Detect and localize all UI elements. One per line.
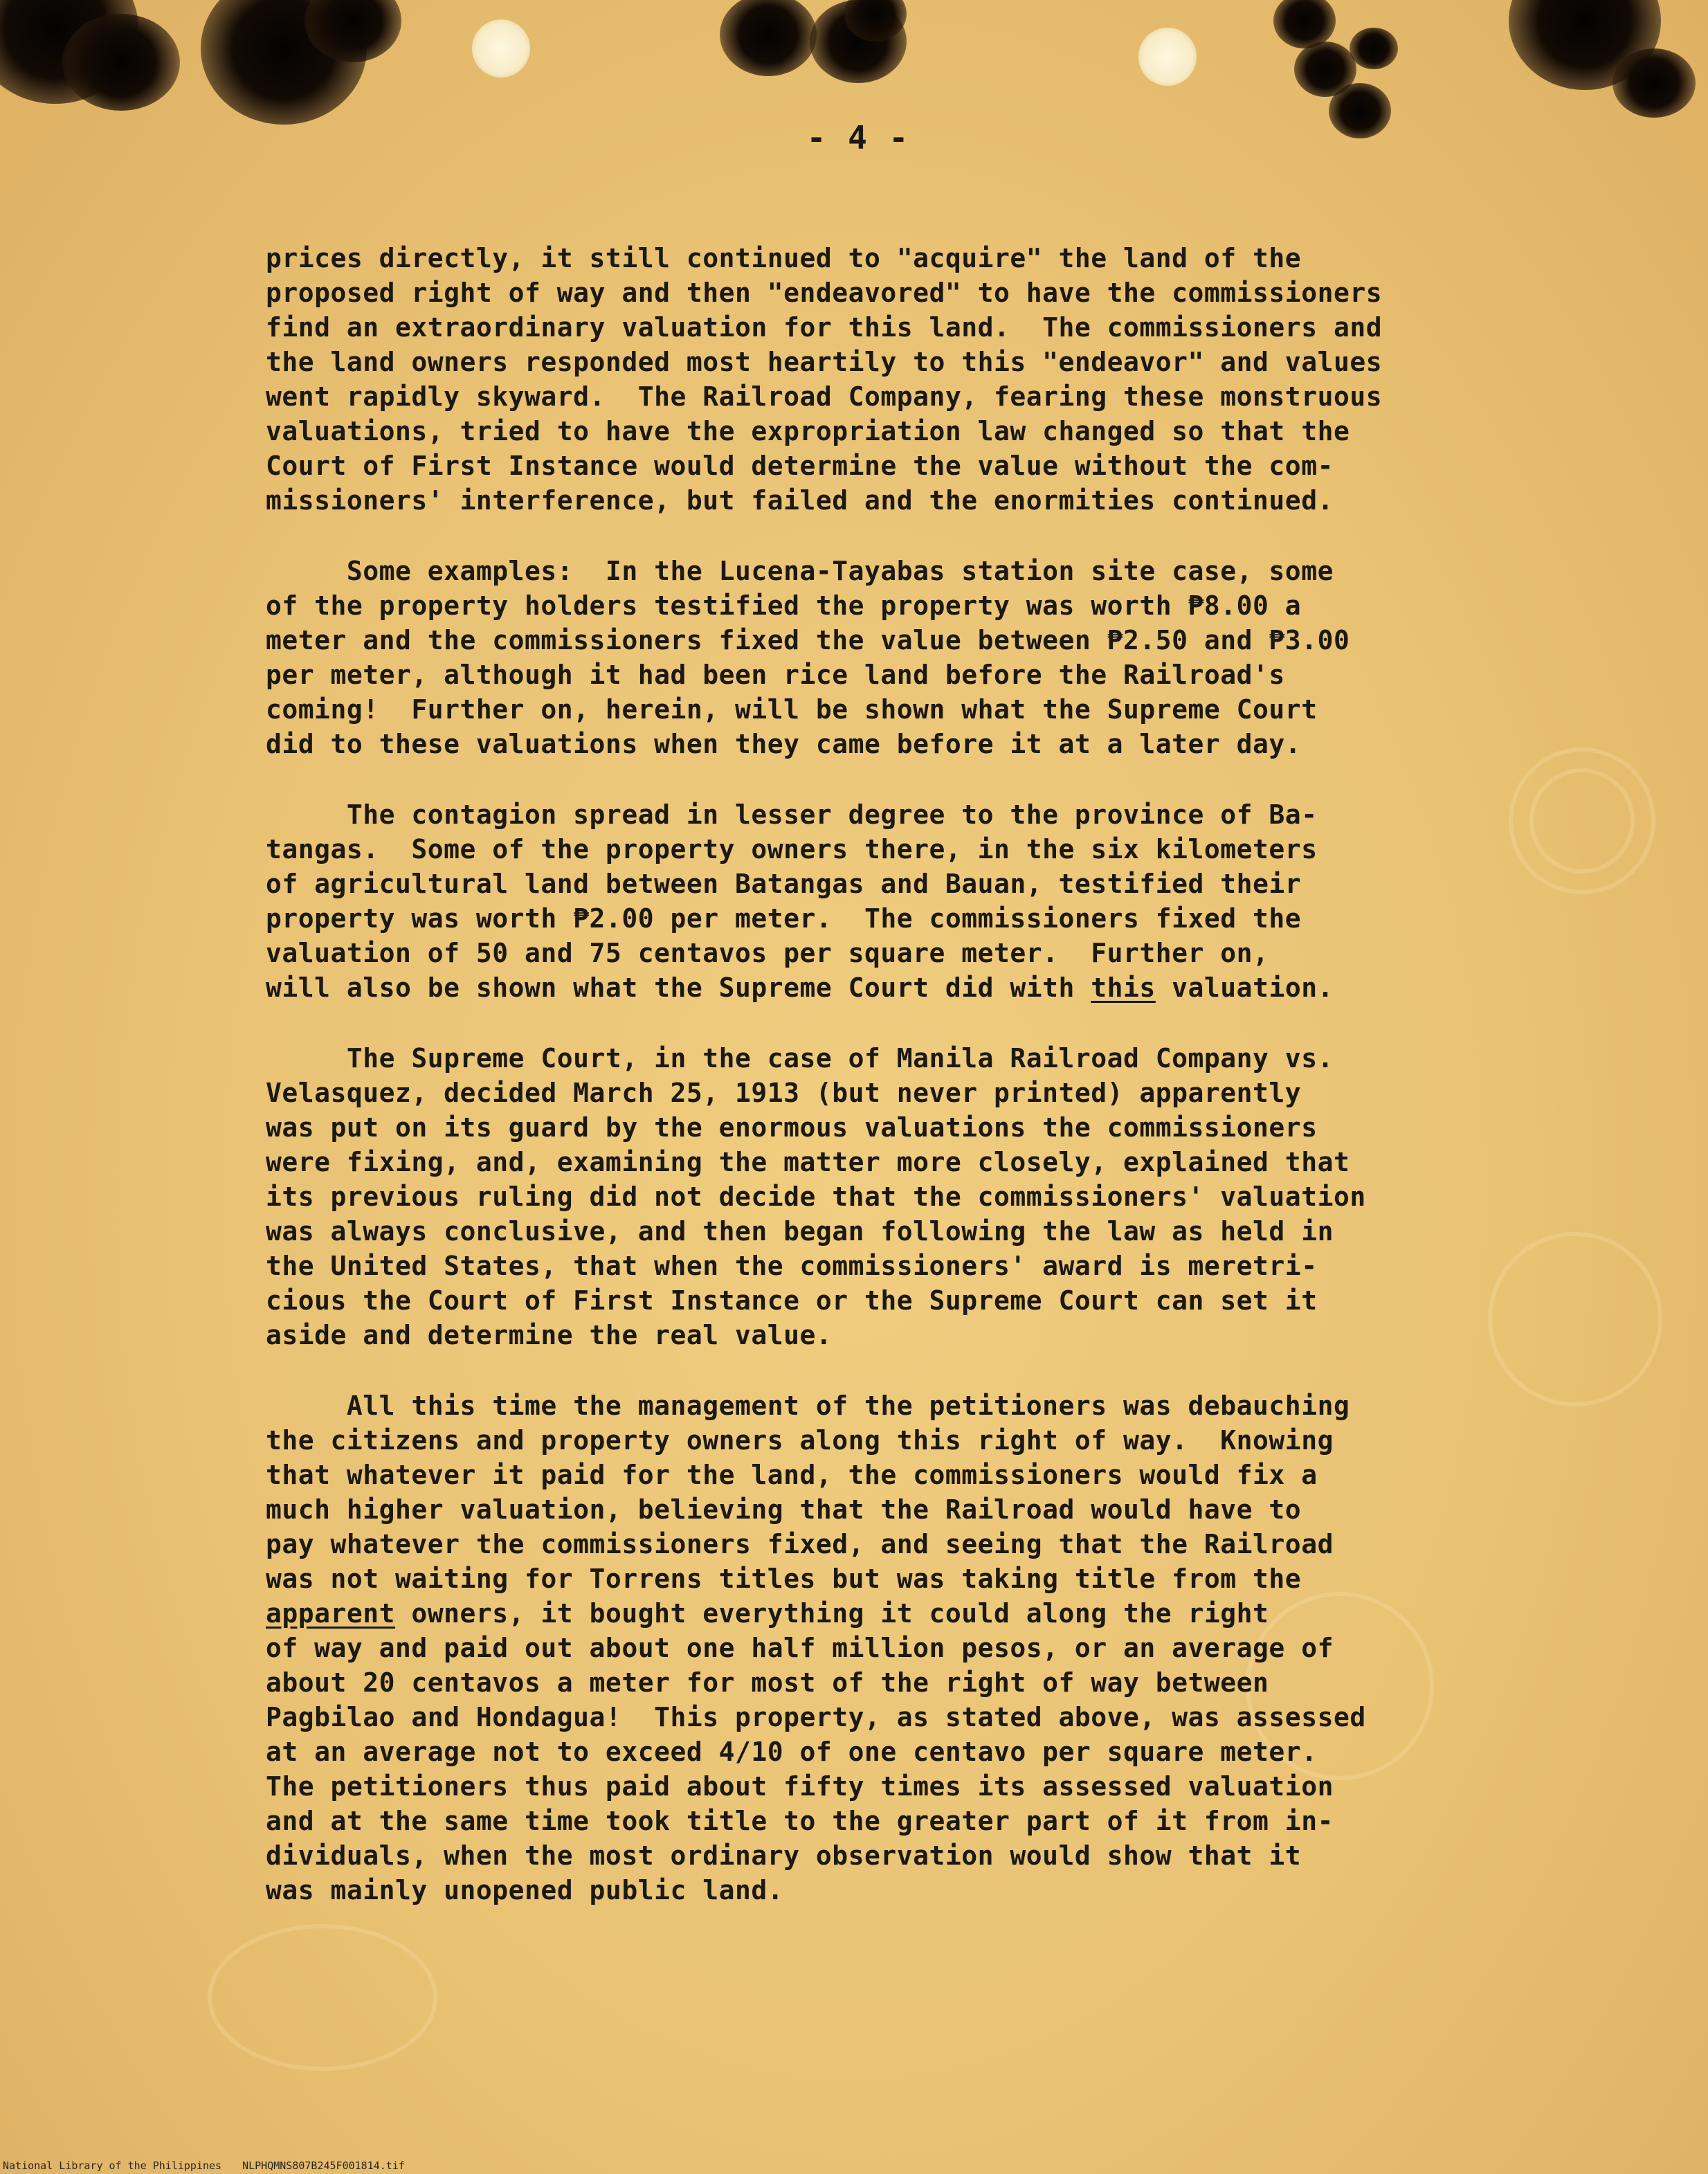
paper-texture-swirl	[208, 1924, 437, 2071]
text-line: the land owners responded most heartily to this "endeavor" and values	[266, 347, 1383, 377]
text-line: Some examples: In the Lucena-Tayabas station site case, some	[266, 556, 1334, 586]
text-line: was always conclusive, and then began following the law as held in	[266, 1216, 1334, 1247]
text-line: and at the same time took title to the greater part of it from in-	[266, 1806, 1334, 1836]
text-line: proposed right of way and then "endeavored" to have the commissioners	[266, 278, 1383, 308]
text-line: of way and paid out about one half million pesos, or an average of	[266, 1633, 1334, 1663]
text-line: valuation of 50 and 75 centavos per square meter. Further on,	[266, 938, 1269, 968]
text-line: went rapidly skyward. The Railroad Company, fearing these monstruous	[266, 381, 1383, 412]
file-identifier: NLPHQMNS807B245F001814.tif	[242, 2159, 405, 2172]
burn-mark	[720, 0, 817, 76]
scan-footer	[3, 2159, 405, 2172]
text-line	[266, 1596, 1484, 1631]
text-line: the citizens and property owners along this right of way. Knowing	[266, 1425, 1334, 1456]
body-text	[266, 241, 1484, 1944]
text-line: at an average not to exceed 4/10 of one centavo per square meter.	[266, 1737, 1318, 1767]
text-line: property was worth ₱2.00 per meter. The commissioners fixed the	[266, 903, 1302, 934]
paper-texture-swirl	[1488, 1232, 1662, 1406]
text-line: tangas. Some of the property owners there, in the six kilometers	[266, 834, 1318, 864]
burn-mark	[62, 14, 180, 111]
underlined-word: apparent	[266, 1598, 396, 1629]
text-line: cious the Court of First Instance or the Supreme Court can set it	[266, 1285, 1318, 1316]
text-line: per meter, although it had been rice land before the Railroad's	[266, 660, 1285, 690]
text-line: dividuals, when the most ordinary observation would show that it	[266, 1840, 1302, 1871]
burn-mark	[1350, 28, 1398, 69]
text-segment: owners, it bought everything it could along the right	[395, 1598, 1269, 1629]
text-segment: will also be shown what the Supreme Court did with	[266, 972, 1091, 1003]
text-line: Velasquez, decided March 25, 1913 (but never printed) apparently	[266, 1078, 1302, 1108]
text-line: find an extraordinary valuation for this land. The commissioners and	[266, 312, 1383, 343]
text-line: was put on its guard by the enormous valuations the commissioners	[266, 1112, 1318, 1143]
text-line: of agricultural land between Batangas and Bauan, testified their	[266, 869, 1302, 899]
paragraph-4	[266, 1041, 1484, 1352]
text-line: was not waiting for Torrens titles but was taking title from the	[266, 1564, 1302, 1594]
text-line: valuations, tried to have the expropriation law changed so that the	[266, 416, 1350, 446]
text-line: Pagbilao and Hondagua! This property, as stated above, was assessed	[266, 1702, 1366, 1732]
text-line: meter and the commissioners fixed the value between ₱2.50 and ₱3.00	[266, 625, 1350, 655]
text-line: pay whatever the commissioners fixed, and seeing that the Railroad	[266, 1529, 1334, 1559]
burn-mark	[1329, 83, 1391, 138]
library-credit: National Library of the Philippines	[3, 2159, 222, 2172]
paragraph-3	[266, 797, 1484, 1005]
paragraph-2	[266, 554, 1484, 761]
text-line	[266, 970, 1484, 1005]
punch-hole	[1138, 28, 1197, 86]
text-line: was mainly unopened public land.	[266, 1875, 784, 1905]
punch-hole	[472, 19, 530, 78]
text-line: The petitioners thus paid about fifty times its assessed valuation	[266, 1771, 1334, 1802]
text-line: Court of First Instance would determine the value without the com-	[266, 451, 1334, 481]
underlined-word: this	[1091, 972, 1156, 1003]
text-line: coming! Further on, herein, will be shown what the Supreme Court	[266, 694, 1318, 725]
text-line: The Supreme Court, in the case of Manila Railroad Company vs.	[266, 1043, 1334, 1074]
text-line: the United States, that when the commissioners' award is meretri-	[266, 1251, 1318, 1281]
page-number: - 4 -	[806, 119, 910, 156]
paragraph-1	[266, 241, 1484, 518]
text-line: missioners' interference, but failed and the enormities continued.	[266, 485, 1334, 516]
text-line: that whatever it paid for the land, the commissioners would fix a	[266, 1460, 1318, 1490]
text-segment: valuation.	[1155, 972, 1334, 1003]
text-line: about 20 centavos a meter for most of the right of way between	[266, 1667, 1269, 1698]
paper-texture-swirl	[1529, 768, 1635, 873]
burn-mark	[1612, 48, 1696, 118]
text-line: much higher valuation, believing that the Railroad would have to	[266, 1494, 1302, 1525]
text-line: of the property holders testified the property was worth ₱8.00 a	[266, 590, 1302, 621]
text-line: The contagion spread in lesser degree to the province of Ba-	[266, 799, 1318, 830]
text-line: its previous ruling did not decide that the commissioners' valuation	[266, 1181, 1366, 1212]
text-line: were fixing, and, examining the matter more closely, explained that	[266, 1147, 1350, 1177]
text-line: All this time the management of the petitioners was debauching	[266, 1391, 1350, 1421]
text-line: did to these valuations when they came before it at a later day.	[266, 729, 1302, 759]
text-line: aside and determine the real value.	[266, 1320, 833, 1350]
paragraph-5	[266, 1388, 1484, 1908]
text-line: prices directly, it still continued to "acquire" the land of the	[266, 243, 1302, 273]
